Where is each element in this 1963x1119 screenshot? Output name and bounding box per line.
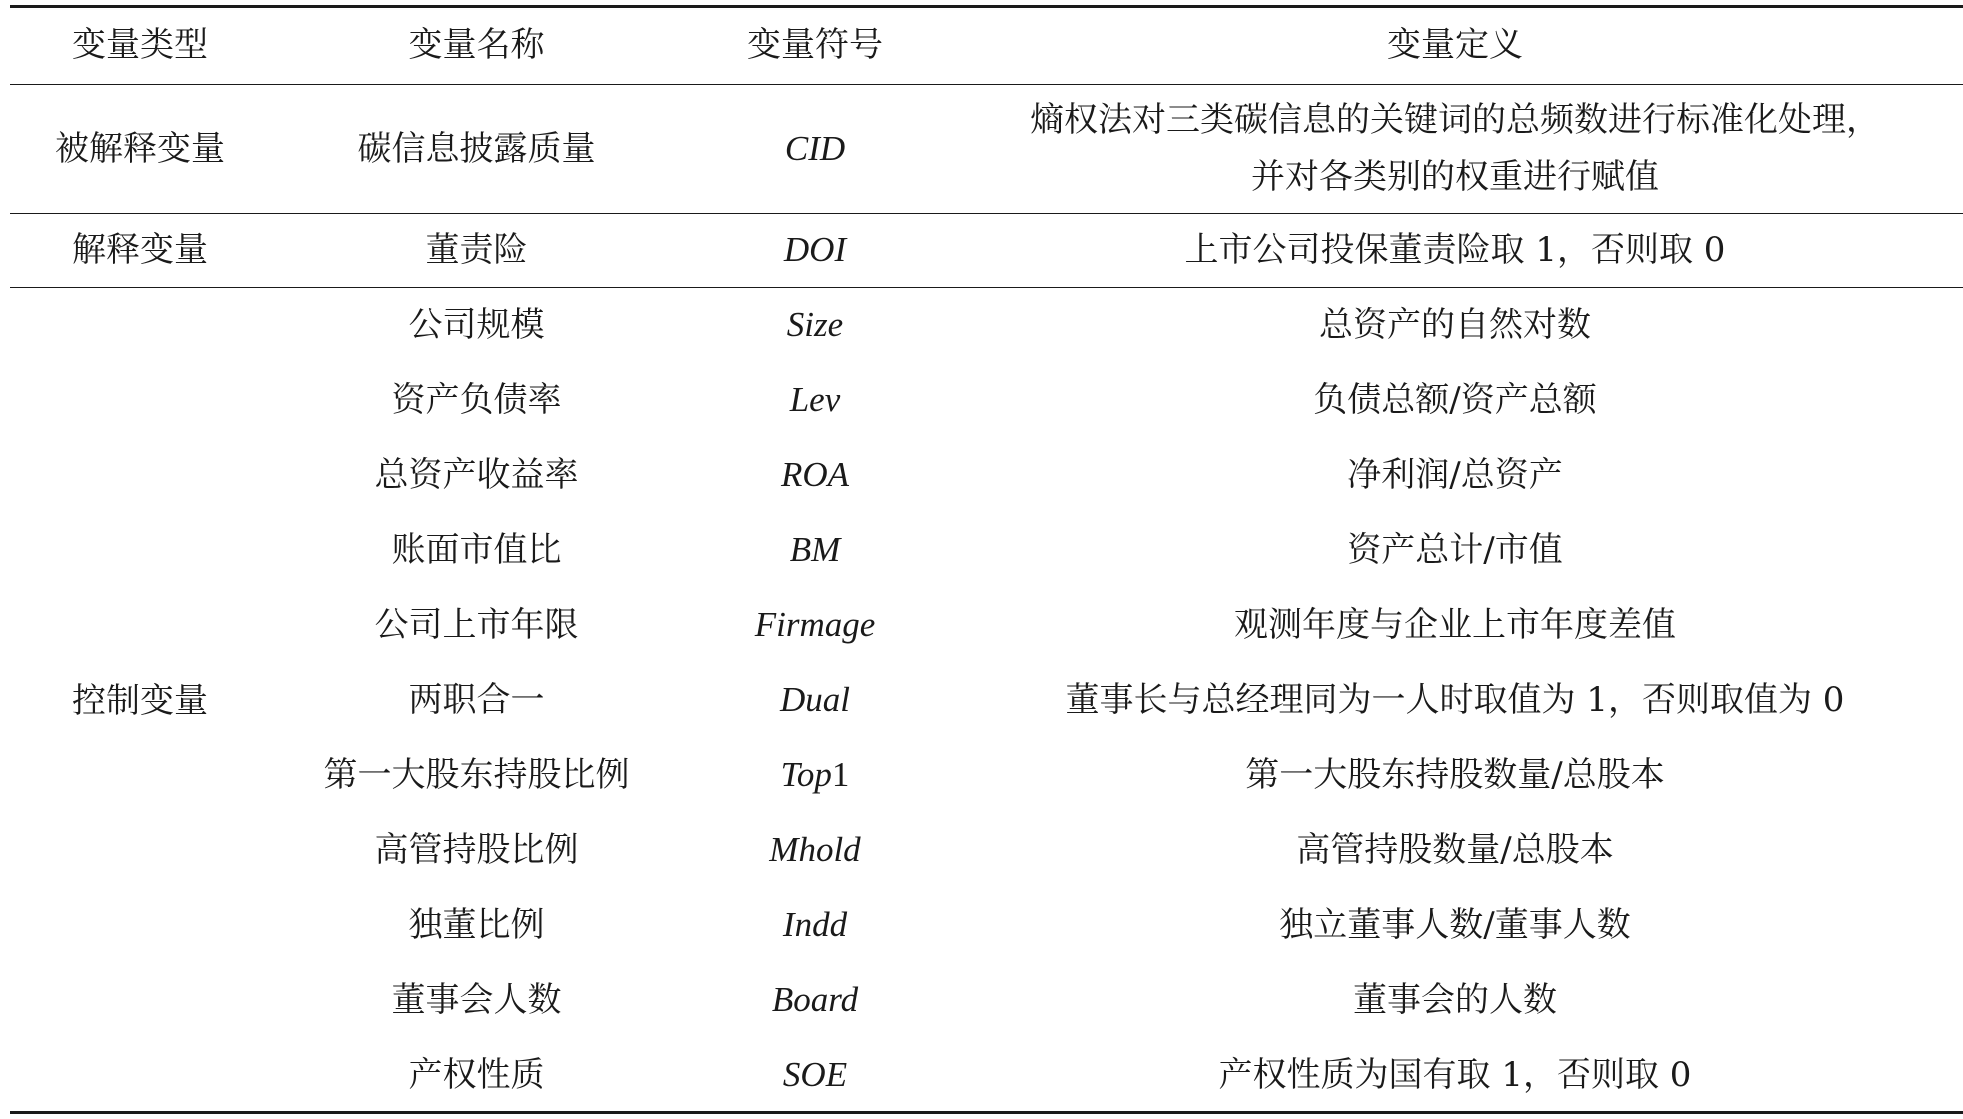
group-label-control: 控制变量 — [72, 681, 208, 721]
variable-symbol-doi: DOI — [783, 230, 847, 269]
variable-name-size: 公司规模 — [408, 305, 545, 345]
variable-name-doi: 董责险 — [425, 230, 528, 270]
header-variable-definition: 变量定义 — [1387, 25, 1523, 65]
variable-name-soe: 产权性质 — [408, 1055, 545, 1095]
variable-definition-board: 董事会的人数 — [1353, 980, 1557, 1020]
dependent-divider — [10, 213, 1963, 214]
variable-name-firmage: 公司上市年限 — [374, 605, 579, 645]
variable-name-indd: 独董比例 — [408, 905, 545, 945]
variable-symbol-board: Board — [771, 980, 859, 1019]
variable-name-top1: 第一大股东持股比例 — [323, 755, 630, 795]
variable-definition-cid — [947, 85, 1963, 213]
variable-symbol-size: Size — [786, 305, 844, 344]
group-label-explanatory: 解释变量 — [72, 230, 208, 270]
variable-name-roa: 总资产收益率 — [374, 455, 579, 495]
variable-symbol-roa: ROA — [780, 455, 850, 494]
variable-definition-bm: 资产总计/市值 — [1347, 530, 1563, 570]
variable-symbol-dual: Dual — [780, 680, 850, 719]
variable-name-lev: 资产负债率 — [391, 380, 562, 420]
table-top-rule — [10, 5, 1963, 8]
variable-definition-mhold: 高管持股数量/总股本 — [1296, 830, 1614, 870]
definition-line-1: 熵权法对三类碳信息的关键词的总频数进行标准化处理， — [1030, 100, 1880, 140]
header-variable-name: 变量名称 — [408, 25, 545, 65]
variable-symbol-soe: SOE — [782, 1055, 848, 1094]
group-label-dependent: 被解释变量 — [55, 129, 225, 169]
variable-symbol-bm: BM — [789, 530, 841, 569]
variable-symbol-cid: CID — [784, 129, 846, 168]
explanatory-divider — [10, 287, 1963, 288]
variable-symbol-lev: Lev — [789, 380, 841, 419]
variable-symbol-top1: Top1 — [780, 755, 850, 794]
definition-line-2: 并对各类别的权重进行赋值 — [1251, 157, 1659, 197]
variable-definition-soe: 产权性质为国有取 1，否则取 0 — [1218, 1055, 1692, 1095]
variable-definition-dual: 董事长与总经理同为一人时取值为 1，否则取值为 0 — [1065, 680, 1845, 720]
variable-symbol-indd: Indd — [782, 905, 848, 944]
table-bottom-rule — [10, 1111, 1963, 1114]
variable-definition-top1: 第一大股东持股数量/总股本 — [1245, 755, 1665, 795]
variable-name-bm: 账面市值比 — [391, 530, 562, 570]
variable-definition-roa: 净利润/总资产 — [1347, 455, 1563, 495]
variable-definition-lev: 负债总额/资产总额 — [1313, 380, 1597, 420]
variable-definition-firmage: 观测年度与企业上市年度差值 — [1234, 605, 1676, 645]
variable-name-mhold: 高管持股比例 — [374, 830, 579, 870]
variable-name-board: 董事会人数 — [391, 980, 562, 1020]
variable-symbol-firmage: Firmage — [754, 605, 876, 644]
variable-name-dual: 两职合一 — [408, 680, 545, 720]
header-variable-type: 变量类型 — [72, 25, 208, 65]
variable-symbol-mhold: Mhold — [769, 830, 861, 869]
variable-definition-indd: 独立董事人数/董事人数 — [1279, 905, 1631, 945]
variable-name-cid: 碳信息披露质量 — [357, 129, 596, 169]
variable-definition-size: 总资产的自然对数 — [1319, 305, 1591, 345]
header-variable-symbol: 变量符号 — [747, 25, 883, 65]
variable-definition-doi: 上市公司投保董责险取 1，否则取 0 — [1184, 230, 1726, 270]
